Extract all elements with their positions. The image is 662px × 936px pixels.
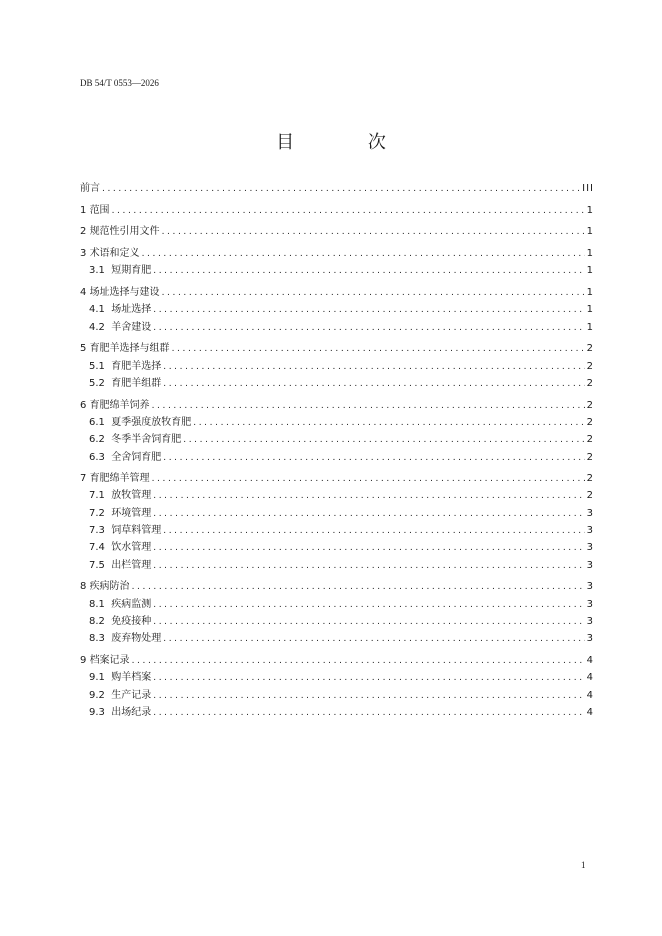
dot-leader	[112, 203, 585, 220]
toc-entry-page: 2	[586, 451, 594, 463]
toc-entry[interactable]	[80, 414, 594, 431]
toc-entry[interactable]	[80, 245, 594, 262]
toc-entry[interactable]	[80, 613, 594, 630]
dot-leader	[153, 540, 584, 557]
toc-entry-number: 7.1	[89, 490, 105, 502]
toc-entry-label: 废弃物处理	[111, 633, 162, 645]
dot-leader	[153, 302, 584, 319]
toc-entry[interactable]	[80, 630, 594, 647]
toc-entry-label: 夏季强度放牧育肥	[111, 416, 192, 428]
toc-entry-number: 5	[80, 343, 87, 355]
dot-leader	[153, 688, 584, 705]
dot-leader	[153, 597, 584, 614]
toc-entry-page: 3	[586, 525, 594, 537]
toc-entry[interactable]	[80, 223, 594, 240]
toc-entry-number: 3.1	[89, 265, 105, 277]
toc-entry-label: 场址选择	[111, 304, 152, 316]
toc-entry[interactable]	[80, 669, 594, 686]
dot-leader	[153, 614, 584, 631]
toc-entry-number: 7.2	[89, 507, 105, 519]
dot-leader	[153, 558, 584, 575]
toc-entry-label: 前言	[80, 183, 100, 194]
toc-entry-number: 6.3	[89, 451, 105, 463]
toc-entry-number: 8.3	[89, 633, 105, 645]
toc-entry-page: 2	[586, 416, 594, 428]
toc-entry-page: 2	[586, 399, 594, 411]
toc-entry-page: 3	[586, 507, 594, 519]
toc-entry-page: 1	[586, 287, 594, 299]
toc-entry-label: 购羊档案	[111, 672, 152, 684]
dot-leader	[172, 341, 585, 358]
page-number: 1	[581, 860, 586, 870]
toc-entry[interactable]	[80, 557, 594, 574]
toc-entry-number: 9	[80, 654, 87, 666]
toc-entry-page: 4	[586, 654, 594, 666]
dot-leader	[153, 488, 584, 505]
toc-entry-label: 范围	[89, 204, 110, 216]
toc-entry-label: 档案记录	[89, 654, 130, 666]
toc-entry[interactable]	[80, 301, 594, 318]
dot-leader	[153, 506, 584, 523]
dot-leader	[162, 285, 585, 302]
toc-entry-number: 2	[80, 226, 87, 238]
toc-entry[interactable]	[80, 704, 594, 721]
toc-entry-label: 疾病防治	[89, 581, 130, 593]
toc-entry[interactable]	[80, 578, 594, 595]
toc-entry-page: 2	[586, 473, 594, 485]
dot-leader	[152, 471, 585, 488]
toc-entry-number: 7	[80, 473, 87, 485]
toc-entry-page: 4	[586, 689, 594, 701]
toc-entry[interactable]	[80, 687, 594, 704]
toc-entry-label: 疾病监测	[111, 598, 152, 610]
toc-entry-label: 育肥绵羊管理	[89, 473, 150, 485]
toc-entry-page: 1	[586, 226, 594, 238]
toc-entry-number: 9.1	[89, 672, 105, 684]
toc-entry[interactable]	[80, 487, 594, 504]
toc-entry[interactable]	[80, 652, 594, 669]
dot-leader	[183, 432, 584, 449]
toc-entry-number: 4	[80, 287, 87, 299]
toc-entry[interactable]	[80, 522, 594, 539]
toc-entry-number: 4.2	[89, 321, 105, 333]
toc-entry[interactable]	[80, 319, 594, 336]
toc-entry-number: 7.4	[89, 542, 105, 554]
toc-entry-page: 3	[586, 559, 594, 571]
toc-entry[interactable]	[80, 284, 594, 301]
toc-entry-page: 3	[586, 598, 594, 610]
toc-entry-page: 1	[586, 204, 594, 216]
dot-leader	[153, 320, 584, 337]
toc-entry-label: 生产记录	[111, 689, 152, 701]
dot-leader	[163, 523, 584, 540]
dot-leader	[153, 263, 584, 280]
toc-entry-label: 饮水管理	[111, 542, 152, 554]
toc-entry-number: 4.1	[89, 304, 105, 316]
toc-entry-number: 6.2	[89, 434, 105, 446]
toc-entry[interactable]	[80, 596, 594, 613]
toc-entry-page: 2	[586, 343, 594, 355]
dot-leader	[162, 224, 585, 241]
toc-entry[interactable]	[80, 375, 594, 392]
toc-entry-label: 术语和定义	[89, 248, 140, 260]
toc-entry-number: 5.1	[89, 360, 105, 372]
dot-leader	[142, 246, 585, 263]
toc-entry[interactable]	[80, 505, 594, 522]
toc-entry-label: 育肥羊选择与组群	[89, 343, 170, 355]
toc-entry-label: 育肥羊选择	[111, 360, 162, 372]
dot-leader	[193, 415, 584, 432]
table-of-contents	[80, 180, 594, 721]
toc-entry-page: 1	[586, 321, 594, 333]
toc-entry-label: 短期育肥	[111, 265, 152, 277]
toc-entry[interactable]	[80, 202, 594, 219]
toc-entry-page: 3	[586, 615, 594, 627]
toc-entry-number: 9.3	[89, 706, 105, 718]
dot-leader	[132, 579, 585, 596]
toc-entry-label: 羊舍建设	[111, 321, 152, 333]
toc-entry-page: III	[582, 183, 594, 194]
toc-entry[interactable]	[80, 397, 594, 414]
toc-entry-label: 出场纪录	[111, 706, 152, 718]
toc-entry[interactable]	[80, 358, 594, 375]
toc-entry-page: 3	[586, 581, 594, 593]
toc-entry-number: 3	[80, 248, 87, 260]
toc-entry-number: 8	[80, 581, 87, 593]
toc-entry-label: 出栏管理	[111, 559, 152, 571]
toc-entry-label: 冬季半舍饲育肥	[111, 434, 182, 446]
dot-leader	[153, 670, 584, 687]
toc-entry-page: 1	[586, 248, 594, 260]
toc-entry-number: 8.1	[89, 598, 105, 610]
toc-entry-number: 6	[80, 399, 87, 411]
toc-entry-page: 2	[586, 360, 594, 372]
dot-leader	[102, 181, 580, 198]
toc-entry-page: 2	[586, 377, 594, 389]
toc-entry-label: 场址选择与建设	[89, 287, 160, 299]
dot-leader	[163, 631, 584, 648]
toc-entry-label: 规范性引用文件	[89, 226, 160, 238]
toc-entry[interactable]	[80, 262, 594, 279]
toc-entry-number: 8.2	[89, 615, 105, 627]
dot-leader	[163, 376, 584, 393]
toc-entry[interactable]	[80, 470, 594, 487]
toc-entry-number: 6.1	[89, 416, 105, 428]
toc-entry-page: 4	[586, 672, 594, 684]
toc-entry-page: 3	[586, 542, 594, 554]
toc-entry-page: 2	[586, 490, 594, 502]
toc-entry-label: 免疫接种	[111, 615, 152, 627]
toc-entry-number: 5.2	[89, 377, 105, 389]
dot-leader	[152, 398, 585, 415]
toc-entry-label: 全舍饲育肥	[111, 451, 162, 463]
document-code: DB 54/T 0553—2026	[80, 78, 159, 88]
toc-entry-page: 4	[586, 706, 594, 718]
toc-entry[interactable]	[80, 340, 594, 357]
toc-entry-number: 1	[80, 204, 87, 216]
toc-entry-page: 1	[586, 304, 594, 316]
dot-leader	[153, 705, 584, 722]
dot-leader	[163, 450, 584, 467]
toc-entry-page: 1	[586, 265, 594, 277]
toc-entry-label: 环境管理	[111, 507, 152, 519]
dot-leader	[132, 653, 585, 670]
toc-entry[interactable]	[80, 431, 594, 448]
toc-entry-number: 9.2	[89, 689, 105, 701]
toc-entry-number: 7.3	[89, 525, 105, 537]
dot-leader	[163, 359, 584, 376]
toc-entry[interactable]	[80, 180, 594, 197]
toc-entry-page: 2	[586, 434, 594, 446]
toc-entry-page: 3	[586, 633, 594, 645]
toc-entry[interactable]	[80, 449, 594, 466]
toc-entry-label: 育肥羊组群	[111, 377, 162, 389]
toc-entry-label: 饲草料管理	[111, 525, 162, 537]
toc-entry-label: 育肥绵羊饲养	[89, 399, 150, 411]
toc-entry-number: 7.5	[89, 559, 105, 571]
toc-entry-label: 放牧管理	[111, 490, 152, 502]
toc-entry[interactable]	[80, 539, 594, 556]
page-title: 目 次	[276, 132, 420, 153]
